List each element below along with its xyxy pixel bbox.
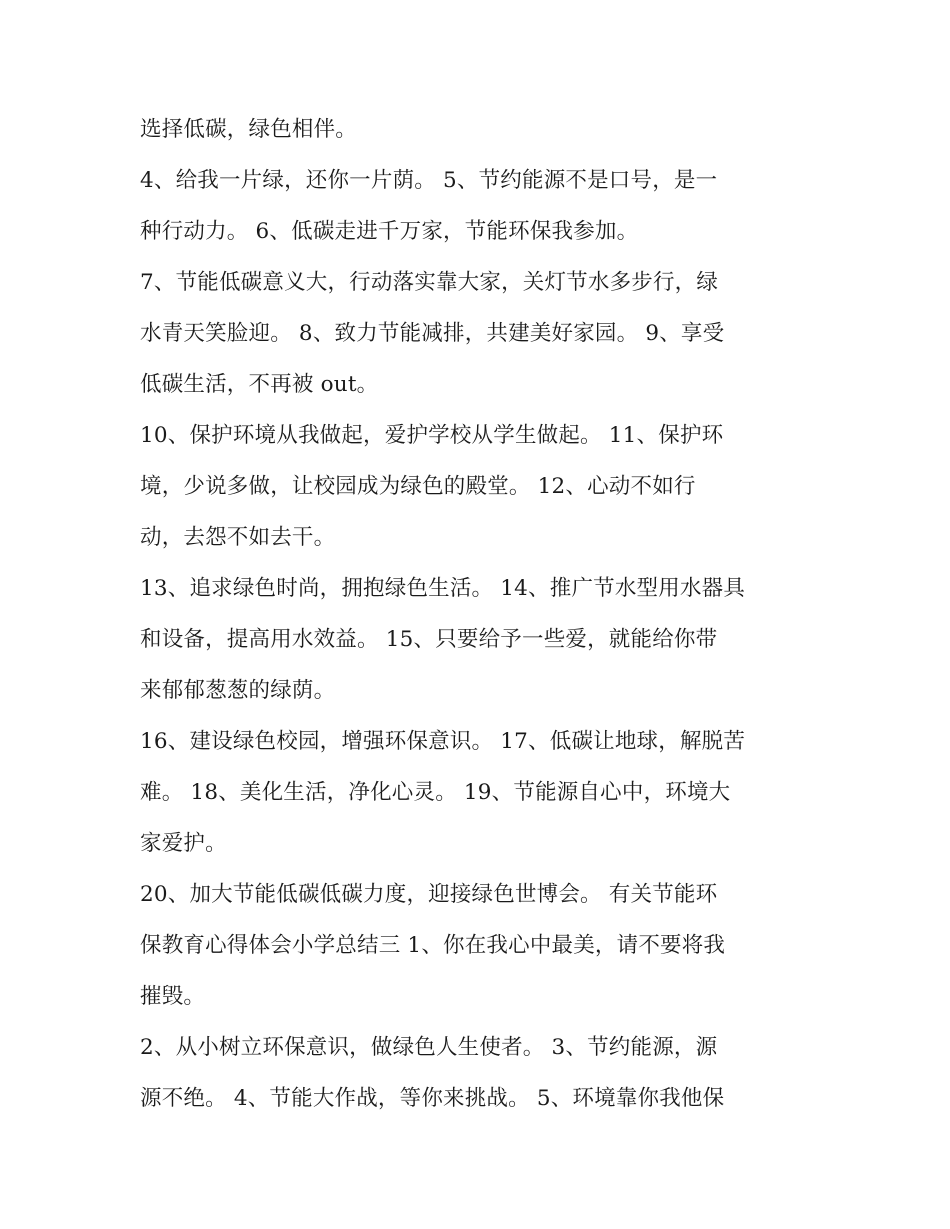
text-line: 选择低碳，绿色相伴。 bbox=[140, 117, 358, 142]
text-line: 来郁郁葱葱的绿荫。 bbox=[140, 678, 336, 703]
text-line: 源不绝。 4、节能大作战，等你来挑战。 5、环境靠你我他保 bbox=[140, 1086, 725, 1111]
text-line: 家爱护。 bbox=[140, 831, 227, 856]
text-line: 7、节能低碳意义大，行动落实靠大家，关灯节水多步行，绿 bbox=[140, 270, 719, 295]
document-body bbox=[140, 104, 820, 1124]
text-line: 13、追求绿色时尚，拥抱绿色生活。 14、推广节水型用水器具 bbox=[140, 576, 746, 601]
text-line: 种行动力。 6、低碳走进千万家，节能环保我参加。 bbox=[140, 219, 639, 244]
text-line: 20、加大节能低碳低碳力度，迎接绿色世博会。 有关节能环 bbox=[140, 882, 718, 907]
text-line: 16、建设绿色校园，增强环保意识。 17、低碳让地球，解脱苦 bbox=[140, 729, 746, 754]
text-line: 和设备，提高用水效益。 15、只要给予一些爱，就能给你带 bbox=[140, 627, 718, 652]
text-line: 保教育心得体会小学总结三 1、你在我心中最美，请不要将我 bbox=[140, 933, 726, 958]
text-line: 2、从小树立环保意识，做绿色人生使者。 3、节约能源，源 bbox=[140, 1035, 718, 1060]
text-line: 摧毁。 bbox=[140, 984, 206, 1009]
text-line: 动，去怨不如去干。 bbox=[140, 525, 336, 550]
text-line: 10、保护环境从我做起，爱护学校从学生做起。 11、保护环 bbox=[140, 423, 724, 448]
text-line: 4、给我一片绿，还你一片荫。 5、节约能源不是口号，是一 bbox=[140, 168, 718, 193]
text-line: 低碳生活，不再被 out。 bbox=[140, 372, 379, 397]
text-line: 水青天笑脸迎。 8、致力节能减排，共建美好家园。 9、享受 bbox=[140, 321, 725, 346]
text-line: 境，少说多做，让校园成为绿色的殿堂。 12、心动不如行 bbox=[140, 474, 696, 499]
text-line: 难。 18、美化生活，净化心灵。 19、节能源自心中，环境大 bbox=[140, 780, 731, 805]
